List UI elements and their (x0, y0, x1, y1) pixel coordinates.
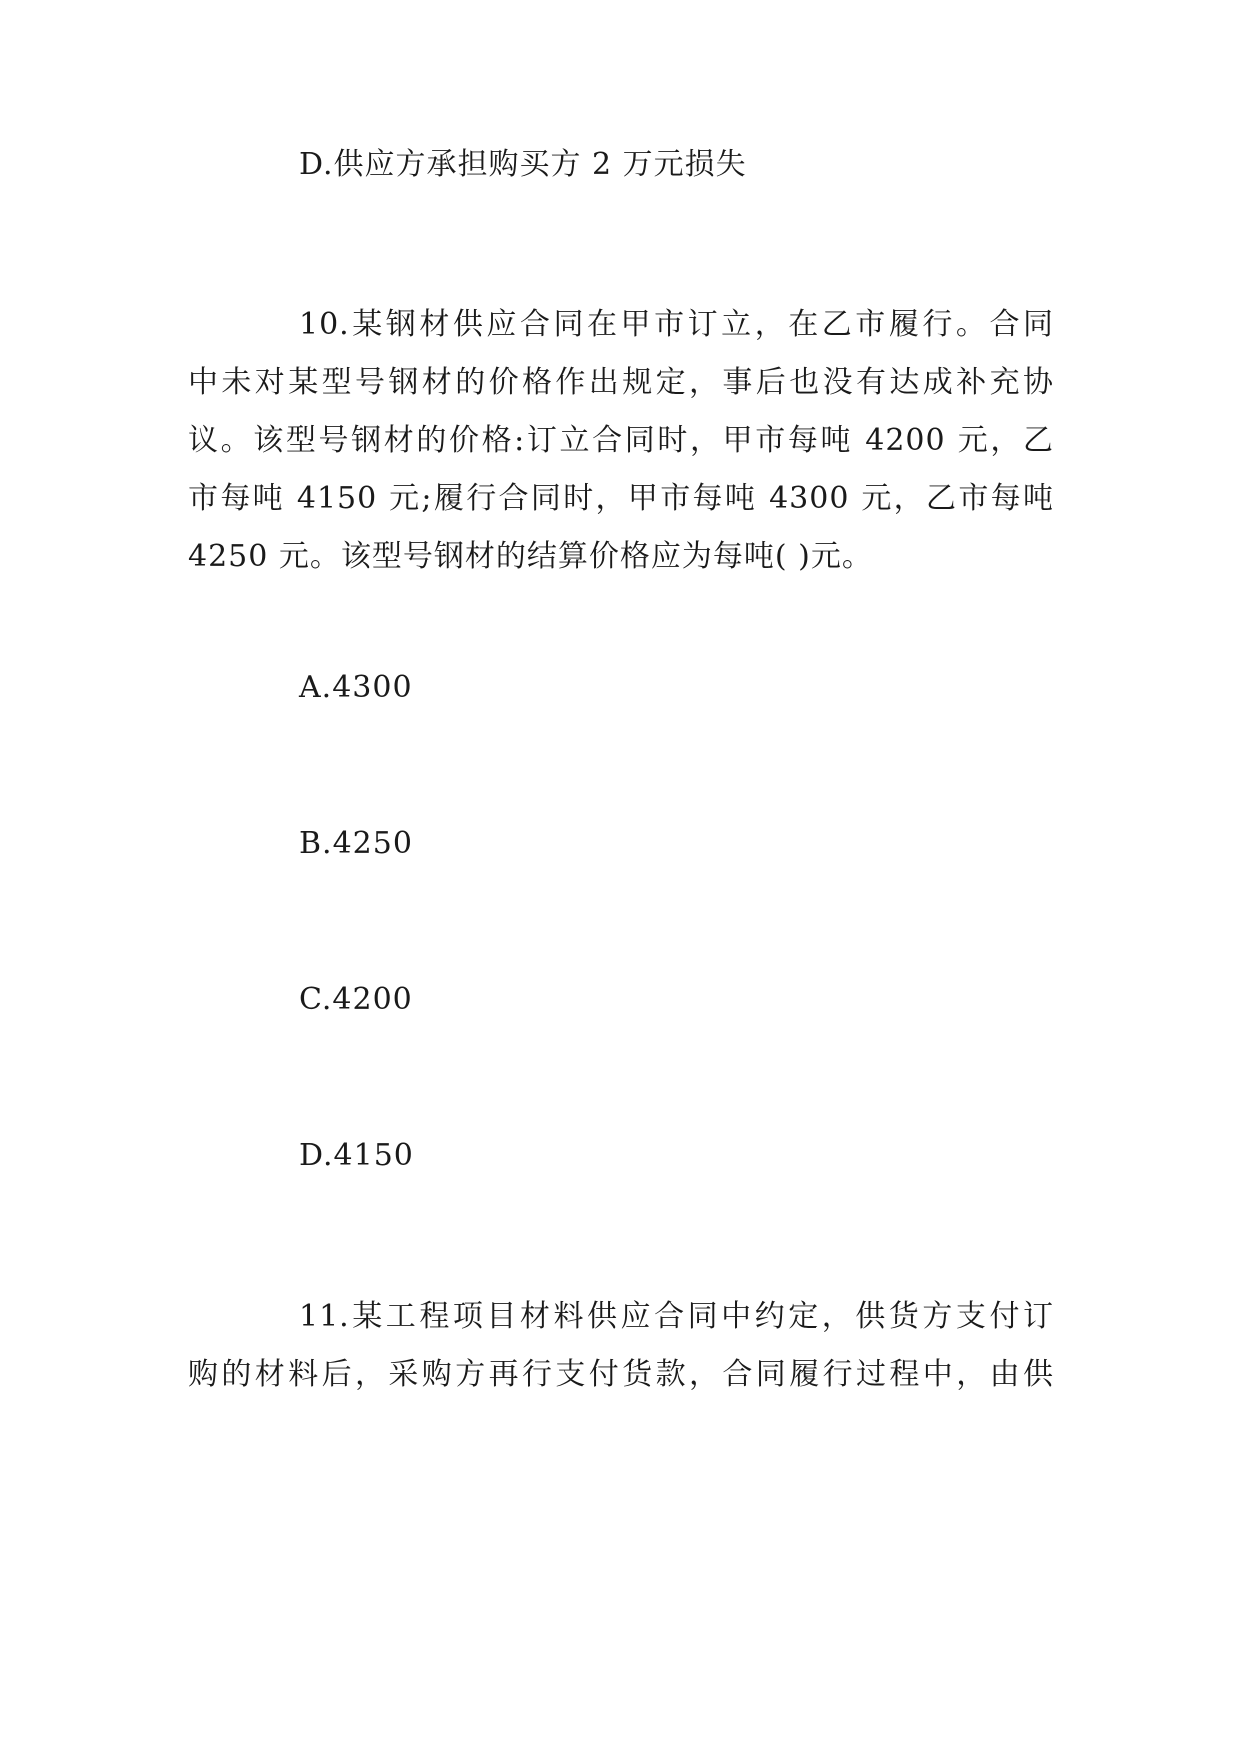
question-10-option-a: A.4300 (299, 670, 413, 705)
question-10-line: 市每吨 4150 元;履行合同时，甲市每吨 4300 元，乙市每吨 (188, 481, 1054, 516)
question-10-option-d: D.4150 (299, 1138, 414, 1173)
question-10-stem (188, 296, 1054, 586)
question-9-option-d: D.供应方承担购买方 2 万元损失 (299, 147, 747, 182)
question-10-option-c: C.4200 (299, 982, 413, 1017)
question-10-option-b: B.4250 (299, 826, 413, 861)
question-10-line: 议。该型号钢材的价格:订立合同时，甲市每吨 4200 元，乙 (188, 423, 1054, 458)
question-11-line: 11.某工程项目材料供应合同中约定，供货方支付订 (299, 1299, 1054, 1334)
question-10-line: 10.某钢材供应合同在甲市订立，在乙市履行。合同 (299, 307, 1054, 342)
question-11-line: 购的材料后，采购方再行支付货款，合同履行过程中，由供 (188, 1357, 1054, 1392)
question-10-line: 4250 元。该型号钢材的结算价格应为每吨( )元。 (188, 539, 873, 574)
question-10-line: 中未对某型号钢材的价格作出规定，事后也没有达成补充协 (188, 365, 1054, 400)
question-11-stem (188, 1288, 1054, 1404)
